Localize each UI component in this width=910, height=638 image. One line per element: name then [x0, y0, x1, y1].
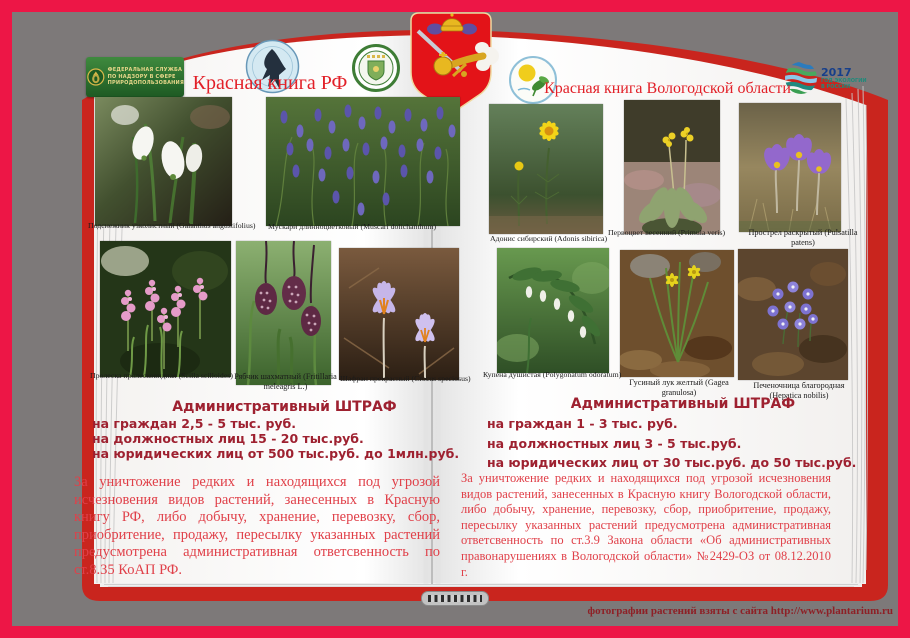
photo-scilla: [100, 241, 231, 377]
binding-bars-icon: [428, 595, 482, 602]
photo-muscari: [266, 97, 460, 226]
photo-primula: [624, 100, 720, 234]
photo-polygonatum: [497, 248, 609, 373]
photo-fritillaria: [236, 241, 331, 385]
caption-hepatica: Печеночница благородная (Hepatica nobilis): [753, 381, 845, 400]
left-fine-title: Административный ШТРАФ: [172, 399, 397, 415]
right-fine-line: на граждан 1 - 3 тыс. руб.: [487, 416, 678, 431]
left-fine-line: на граждан 2,5 - 5 тыс. руб.: [92, 416, 297, 431]
rosprirodnadzor-logo-line: ПО НАДЗОРУ В СФЕРЕ: [107, 73, 176, 80]
photo-hepatica: [738, 249, 848, 380]
rosprirodnadzor-logo-line: ФЕДЕРАЛЬНАЯ СЛУЖБА: [107, 67, 183, 74]
rosprirodnadzor-logo-line: ПРИРОДОПОЛЬЗОВАНИЯ: [107, 80, 184, 87]
photo-gagea: [620, 250, 734, 377]
year2017-subtitle: В РОССИИ: [821, 83, 851, 90]
year2017-label: 2017: [821, 65, 852, 79]
right-fine-title: Административный ШТРАФ: [570, 396, 796, 412]
left-page-title: Красная книга РФ: [192, 72, 348, 94]
caption-fritillaria: Рябчик шахматный (Fritillaria meleagris L.): [234, 372, 337, 391]
photo-crocus: [339, 248, 459, 380]
caption-adonis: Адонис сибирский (Adonis sibirica): [490, 234, 608, 243]
right-page-title: Красная книга Вологодской области: [544, 80, 791, 97]
caption-galanthus: Подснежник узколистный (Galanthus angustifolius): [88, 221, 256, 230]
year2017-subtitle: ГОД ЭКОЛОГИИ: [821, 77, 867, 84]
left-fine-line: на должностных лиц 15 - 20 тыс.руб.: [92, 430, 364, 446]
right-fine-line: на должностных лиц 3 - 5 тыс.руб.: [487, 435, 742, 451]
left-fine-block: [92, 399, 477, 461]
left-law-paragraph: За уничтожение редких и находящихся под угрозой исчезновения видов растений, занесенных в Красную книгу РФ, либо добычу, хранение, перевозку, сбор, приобритение, продажу, пересылку указанных растений предусмотрена административная ответсвенность по ст.8.35 КоАП РФ.: [74, 474, 440, 578]
photo-pulsatilla: [739, 103, 841, 232]
caption-gagea: Гусиный лук желтый (Gagea granulosa): [629, 378, 729, 397]
caption-scilla: Пролеска пролесковидная (Scilla scilloides): [90, 371, 233, 380]
caption-primula: Первоцвет весенний (Primula veris): [608, 228, 726, 237]
right-law-paragraph: За уничтожение редких и находящихся под угрозой исчезновения видов растений, занесенных в Красную книгу Вологодской области, либо добычу, хранение, перевозку, сбор, приобритение, продажу, пересылку указанных растений предусмотрена административная ответсвенность по ст.3.9 Закона области «Об административных правонарушениях в Вологодской области» №2429-ОЗ от 08.12.2010 г.: [461, 471, 831, 579]
book-binding: [421, 591, 489, 606]
right-fine-block: [487, 396, 879, 473]
sun-icon: [519, 65, 536, 82]
left-fine-line: на юридических лиц от 500 тыс.руб. до 1млн.руб.: [92, 445, 460, 461]
right-fine-line: на юридических лиц от 30 тыс.руб. до 50 тыс.руб.: [487, 455, 857, 470]
photo-galanthus: [95, 97, 232, 226]
caption-muscari: Мускари длинноцветковый (Muscari dolichanthum): [268, 222, 437, 231]
rosprirodnadzor-eagle-icon: [86, 61, 106, 93]
caption-crocus: Шафран прекрасный (Crocus speciosus): [340, 374, 471, 383]
caption-polygonatum: Купена душистая (Polygonatum odoratum): [483, 370, 622, 379]
caption-pulsatilla: Прострел раскрытый (Pulsatilla patens): [748, 228, 858, 247]
photo-source-note: фотографии растений взяты с сайта http://www.plantarium.ru: [587, 605, 893, 617]
photo-adonis: [489, 104, 603, 234]
